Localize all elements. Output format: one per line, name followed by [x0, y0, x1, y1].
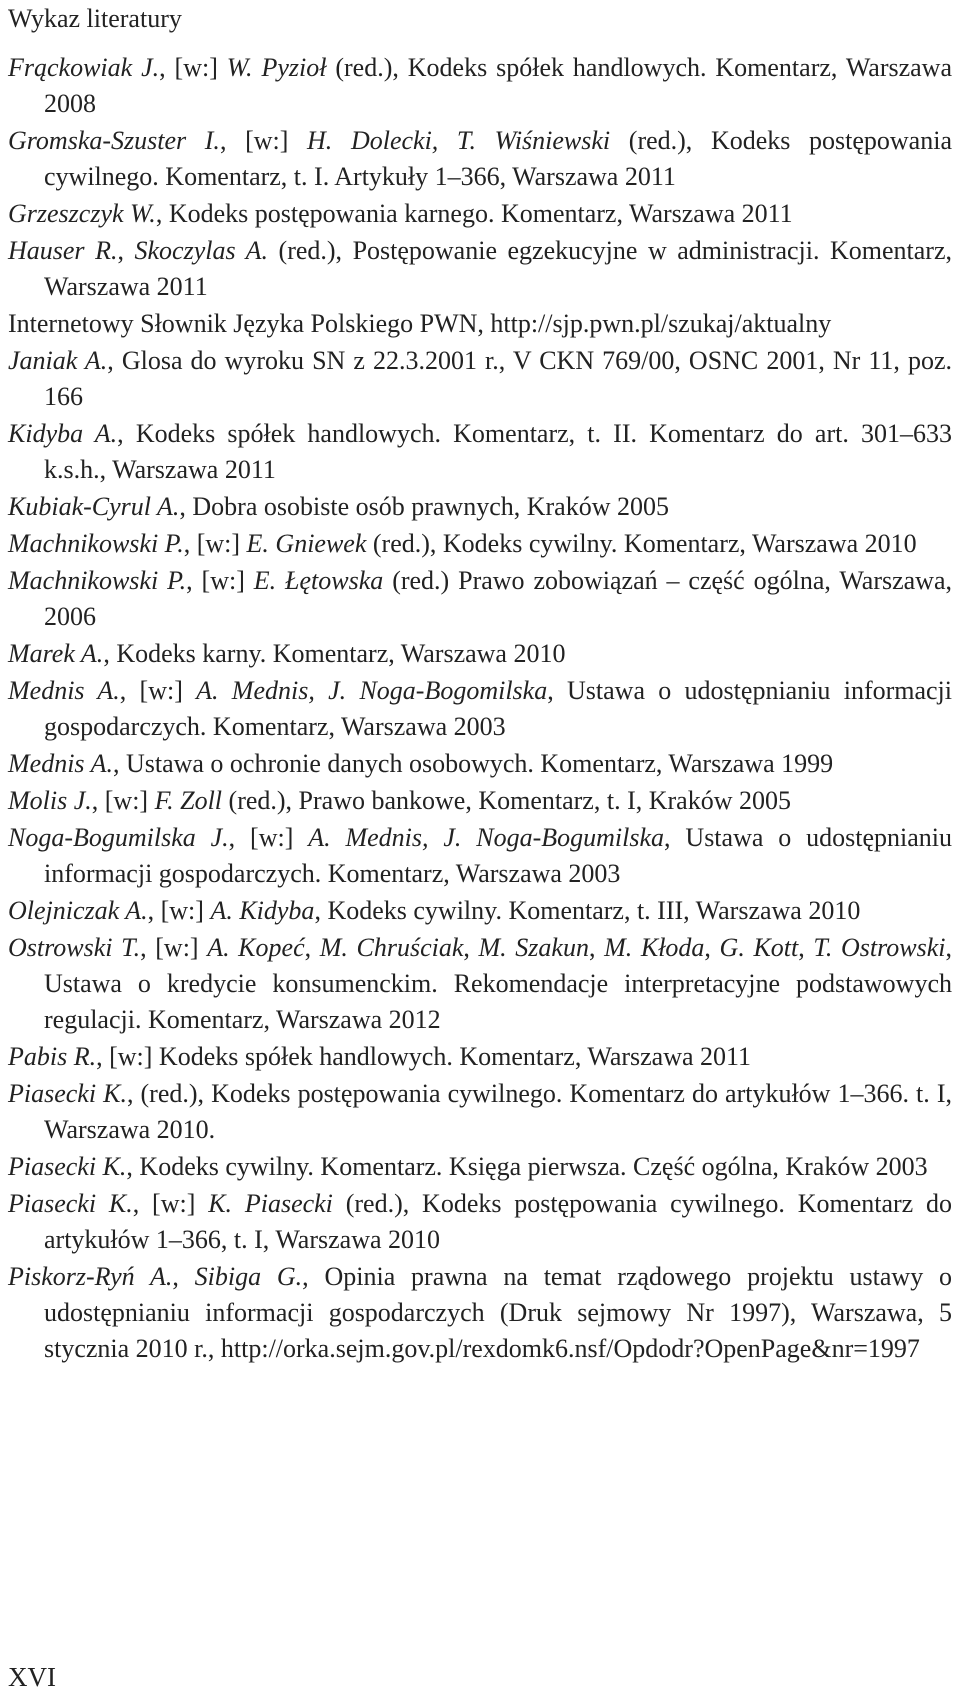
author-name: M. Kłoda: [604, 933, 705, 962]
bibliography-entry: [8, 746, 952, 782]
entry-text: , [w:] Kodeks spółek handlowych. Komentarz, Warszawa 2011: [96, 1042, 752, 1071]
entry-text: , Glosa do wyroku SN z 22.3.2001 r., V CKN 769/00, OSNC 2001, Nr 11, poz. 166: [44, 346, 952, 411]
author-name: A. Mednis, J. Noga-Bogomilska: [196, 676, 548, 705]
author-name: Machnikowski P.: [8, 566, 187, 595]
author-name: Piasecki K.: [8, 1189, 133, 1218]
author-name: Piasecki K.: [8, 1079, 127, 1108]
bibliography-entry: [8, 306, 952, 342]
author-name: T. Ostrowski: [813, 933, 946, 962]
entry-text: , Dobra osobiste osób prawnych, Kraków 2005: [179, 492, 669, 521]
entry-text: ,: [304, 933, 320, 962]
entry-text: , Kodeks spółek handlowych. Komentarz, t. II. Komentarz do art. 301–633 k.s.h., Warszawa 2011: [44, 419, 952, 484]
author-name: Marek A.: [8, 639, 104, 668]
author-name: Grzeszczyk W.: [8, 199, 156, 228]
author-name: H. Dolecki, T. Wiśniewski: [307, 126, 611, 155]
entry-text: , [w:]: [219, 126, 308, 155]
bibliography-entry: [8, 673, 952, 745]
bibliography-entry: [8, 1149, 952, 1185]
bibliography-entry: [8, 563, 952, 635]
author-name: Noga-Bogumilska J.: [8, 823, 229, 852]
bibliography-entry: [8, 196, 952, 232]
entry-text: , Kodeks cywilny. Komentarz. Księga pierwsza. Część ogólna, Kraków 2003: [126, 1152, 928, 1181]
bibliography-entry: [8, 123, 952, 195]
bibliography-entry: [8, 893, 952, 929]
author-name: M. Chruściak: [319, 933, 464, 962]
bibliography-entry: [8, 1186, 952, 1258]
entry-text: , [w:]: [186, 566, 254, 595]
bibliography-entry: [8, 526, 952, 562]
entry-text: ,: [798, 933, 814, 962]
entry-text: Internetowy Słownik Języka Polskiego PWN, http://sjp.pwn.pl/szukaj/aktualny: [8, 309, 832, 338]
author-name: Molis J.: [8, 786, 92, 815]
author-name: Gromska-Szuster I.: [8, 126, 220, 155]
bibliography-entry: [8, 50, 952, 122]
author-name: Kidyba A.: [8, 419, 118, 448]
entry-text: , [w:]: [183, 529, 247, 558]
entry-text: ,: [117, 236, 135, 265]
bibliography-list: [8, 50, 952, 1368]
entry-text: (red.), Kodeks postępowania cywilnego. Komentarz, t. I. Artykuły 1–366, Warszawa 2011: [44, 126, 952, 191]
bibliography-entry: [8, 783, 952, 819]
entry-text: (red.), Postępowanie egzekucyjne w administracji. Komentarz, Warszawa 2011: [44, 236, 953, 301]
entry-text: , Opinia prawna na temat rządowego projektu ustawy o udostępnianiu informacji gospodarczych (Druk sejmowy Nr 1997), Warszawa, 5 stycznia 2010 r., http://orka.sejm.gov.pl/rexdomk6.nsf/Opdodr?OpenPage&nr=1997: [44, 1262, 952, 1363]
author-name: Hauser R.: [8, 236, 118, 265]
bibliography-entry: [8, 930, 952, 1038]
entry-text: (red.), Prawo bankowe, Komentarz, t. I, Kraków 2005: [222, 786, 791, 815]
entry-text: , [w:]: [147, 896, 211, 925]
author-name: Olejniczak A.: [8, 896, 148, 925]
author-name: F. Zoll: [154, 786, 223, 815]
author-name: Piskorz-Ryń A.: [8, 1262, 173, 1291]
author-name: Mednis A.: [8, 676, 120, 705]
bibliography-entry: [8, 416, 952, 488]
entry-text: ,: [172, 1262, 195, 1291]
entry-text: , Kodeks postępowania karnego. Komentarz, Warszawa 2011: [155, 199, 793, 228]
entry-text: , Ustawa o udostępnianiu informacji gospodarczych. Komentarz, Warszawa 2003: [44, 823, 952, 888]
page-heading: Wykaz literatury: [8, 4, 182, 33]
author-name: Mednis A.: [8, 749, 113, 778]
entry-text: , Ustawa o kredycie konsumenckim. Rekomendacje interpretacyjne podstawowych regulacji. Komentarz, Warszawa 2012: [44, 933, 952, 1034]
entry-text: , Ustawa o udostępnianiu informacji gospodarczych. Komentarz, Warszawa 2003: [44, 676, 953, 741]
author-name: Pabis R.: [8, 1042, 97, 1071]
entry-text: , [w:]: [91, 786, 155, 815]
author-name: K. Piasecki: [208, 1189, 333, 1218]
bibliography-entry: [8, 636, 952, 672]
entry-text: , [w:]: [140, 933, 208, 962]
bibliography-entry: [8, 489, 952, 525]
author-name: Janiak A.: [8, 346, 108, 375]
entry-text: (red.) Prawo zobowiązań – część ogólna, Warszawa, 2006: [44, 566, 952, 631]
page-number: XVI: [8, 1662, 56, 1692]
bibliography-entry: [8, 820, 952, 892]
author-name: A. Kopeć: [207, 933, 305, 962]
author-name: W. Pyzioł: [226, 53, 327, 82]
author-name: Frąckowiak J.: [8, 53, 160, 82]
entry-text: ,: [588, 933, 605, 962]
author-name: Sibiga G.: [194, 1262, 303, 1291]
author-name: A. Mednis, J. Noga-Bogumilska: [308, 823, 665, 852]
author-name: E. Gniewek: [246, 529, 367, 558]
entry-text: , [w:]: [132, 1189, 209, 1218]
bibliography-entry: [8, 233, 952, 305]
author-name: E. Łętowska: [253, 566, 384, 595]
author-name: Ostrowski T.: [8, 933, 141, 962]
author-name: G. Kott: [719, 933, 799, 962]
entry-text: , Ustawa o ochronie danych osobowych. Komentarz, Warszawa 1999: [112, 749, 834, 778]
bibliography-entry: [8, 1039, 952, 1075]
author-name: A. Kidyba: [210, 896, 315, 925]
entry-text: , (red.), Kodeks postępowania cywilnego. Komentarz do artykułów 1–366. t. I, Warszawa 2010.: [44, 1079, 952, 1144]
author-name: Skoczylas A.: [134, 236, 269, 265]
author-name: Piasecki K.: [8, 1152, 127, 1181]
entry-text: , [w:]: [228, 823, 309, 852]
entry-text: (red.), Kodeks postępowania cywilnego. Komentarz do artykułów 1–366, t. I, Warszawa 2010: [44, 1189, 953, 1254]
entry-text: , [w:]: [119, 676, 197, 705]
entry-text: , Kodeks karny. Komentarz, Warszawa 2010: [103, 639, 566, 668]
author-name: Machnikowski P.: [8, 529, 184, 558]
entry-text: (red.), Kodeks cywilny. Komentarz, Warszawa 2010: [366, 529, 917, 558]
bibliography-entry: [8, 343, 952, 415]
author-name: M. Szakun: [478, 933, 589, 962]
entry-text: ,: [704, 933, 720, 962]
entry-text: , Kodeks cywilny. Komentarz, t. III, Warszawa 2010: [314, 896, 861, 925]
bibliography-entry: [8, 1076, 952, 1148]
author-name: Kubiak-Cyrul A.: [8, 492, 180, 521]
entry-text: , [w:]: [159, 53, 227, 82]
bibliography-entry: [8, 1259, 952, 1367]
entry-text: ,: [463, 933, 479, 962]
entry-text: (red.), Kodeks spółek handlowych. Komentarz, Warszawa 2008: [44, 53, 952, 118]
